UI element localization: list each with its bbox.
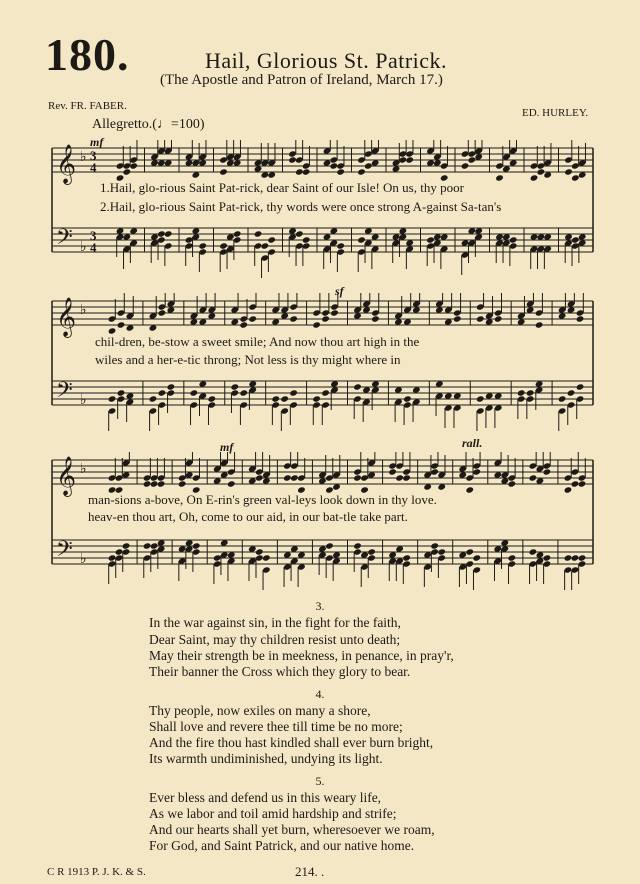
note-head (192, 542, 201, 549)
note-head (472, 554, 481, 561)
note-head (578, 480, 587, 487)
page-number: 214. . (295, 864, 325, 879)
stanza-number-3: 3. (315, 599, 325, 613)
note-head (157, 230, 166, 237)
note-head (472, 468, 481, 475)
note-head (158, 309, 167, 316)
note-head (271, 395, 280, 402)
note-head (465, 548, 474, 555)
note-head (227, 480, 236, 487)
note-head (289, 389, 298, 396)
note-head (254, 230, 263, 237)
note-head (508, 554, 517, 561)
note-head (143, 480, 152, 487)
time-signature-icon: 4 (90, 160, 97, 175)
dynamic-mf-2: mf (220, 440, 234, 454)
note-head (564, 486, 573, 493)
note-head (280, 395, 289, 402)
treble-clef-icon: 𝄞 (56, 144, 77, 184)
note-head (353, 474, 362, 481)
stanza-5-line: Ever bless and defend us in this weary life, (149, 790, 382, 805)
dynamic-rall: rall. (462, 436, 483, 450)
note-head (213, 554, 222, 561)
note-head (255, 548, 264, 555)
note-head (388, 468, 397, 475)
lyric-verse2-line2: wiles and a her-e-tic throng; Not less is thy might where in (95, 352, 401, 367)
note-head (461, 162, 470, 169)
time-signature-icon: 4 (90, 240, 97, 255)
note-head (576, 383, 585, 390)
stanza-5-line: And our hearts shall yet burn, wheresoever we roam, (149, 822, 435, 837)
note-head (129, 162, 138, 169)
note-head (371, 315, 380, 322)
stanza-4-line: Its warmth undiminished, undying its light. (149, 751, 383, 766)
note-head (353, 383, 362, 390)
note-head (255, 474, 264, 481)
note-head (239, 389, 248, 396)
note-head (517, 389, 526, 396)
dynamic-sf: sf (335, 284, 344, 298)
note-head (476, 395, 485, 402)
note-head (402, 474, 411, 481)
bass-clef-icon: 𝄢 (56, 225, 73, 255)
note-head (302, 168, 311, 175)
note-head (158, 389, 167, 396)
note-head (122, 542, 131, 549)
note-head (289, 315, 298, 322)
stanza-3-line: May their strength be in meekness, in penance, in pray'r, (149, 648, 454, 663)
note-head (239, 321, 248, 328)
note-head (261, 242, 270, 249)
time-signature-icon: 3 (90, 228, 97, 243)
stanza-5-line: As we labor and toil amid hardship and strife; (149, 806, 397, 821)
note-head (230, 383, 239, 390)
stanza-5-line: For God, and Saint Patrick, and our native home. (149, 838, 415, 853)
note-head (571, 554, 580, 561)
note-head (529, 548, 538, 555)
note-head (330, 162, 339, 169)
note-head (321, 389, 330, 396)
hymn-title: Hail, Glorious St. Patrick. (205, 48, 448, 73)
key-flat-icon: ♭ (80, 150, 87, 165)
note-head (336, 168, 345, 175)
note-head (403, 395, 412, 402)
note-head (108, 554, 117, 561)
treble-clef-icon: 𝄞 (56, 456, 77, 496)
treble-clef-icon: 𝄞 (56, 297, 77, 337)
lyric-verse1-line1: 1.Hail, glo-rious Saint Pat-rick, dear Saint of our Isle! On us, thy poor (100, 180, 464, 195)
note-head (537, 168, 546, 175)
note-head (336, 242, 345, 249)
note-head (476, 315, 485, 322)
note-head (530, 174, 539, 181)
note-head (219, 242, 228, 249)
note-head (437, 548, 446, 555)
stanza-4-line: And the fire thou hast kindled shall ever burn bright, (149, 735, 434, 750)
note-head (302, 236, 311, 243)
note-head (571, 480, 580, 487)
note-head (312, 395, 321, 402)
note-head (288, 156, 297, 163)
key-flat-icon: ♭ (80, 552, 87, 567)
lyric-verse1-line2: chil-dren, be-stow a sweet smile; And now thou art high in the (95, 334, 420, 349)
stanza-number-4: 4. (315, 687, 325, 701)
note-head (526, 389, 535, 396)
lyric-verse2-line1: 2.Hail, glo-rious Saint Pat-rick, thy words were once strong A-gainst Sa-tan's (100, 199, 502, 214)
note-head (402, 554, 411, 561)
note-head (150, 542, 159, 549)
note-head (543, 554, 552, 561)
stanza-4-line: Thy people, now exiles on many a shore, (149, 703, 371, 718)
author-credit: Rev. FR. FABER. (48, 100, 127, 112)
note-head (405, 156, 414, 163)
note-head (295, 168, 304, 175)
note-head (167, 383, 176, 390)
note-head (571, 236, 580, 243)
note-head (364, 162, 373, 169)
note-head (567, 389, 576, 396)
key-flat-icon: ♭ (80, 240, 87, 255)
note-head (509, 236, 518, 243)
note-head (283, 474, 292, 481)
note-head (185, 236, 194, 243)
note-head (465, 486, 474, 493)
stanza-3-line: In the war against sin, in the fight for the faith, (149, 615, 401, 630)
note-head (115, 548, 124, 555)
note-head (248, 315, 257, 322)
note-head (426, 236, 435, 243)
note-head (178, 480, 187, 487)
key-flat-icon: ♭ (80, 462, 87, 477)
composer-credit: ED. HURLEY. (522, 107, 589, 119)
note-head (262, 554, 271, 561)
note-head (453, 315, 462, 322)
note-head (290, 474, 299, 481)
note-head (123, 168, 132, 175)
time-signature-icon: 3 (90, 148, 97, 163)
hymn-subtitle: (The Apostle and Patron of Ireland, March 17.) (160, 72, 443, 88)
note-head (208, 395, 217, 402)
note-head (529, 474, 538, 481)
tempo-marking: Allegretto.(♩=100) (92, 117, 205, 132)
copyright-notice: C R 1913 P. J. K. & S. (47, 866, 146, 878)
note-head (295, 230, 304, 237)
note-head (190, 389, 199, 396)
note-head (357, 168, 366, 175)
note-head (508, 480, 517, 487)
note-head (312, 321, 321, 328)
note-head (321, 315, 330, 322)
note-head (543, 468, 552, 475)
note-head (164, 230, 173, 237)
note-head (564, 168, 573, 175)
bass-clef-icon: 𝄢 (56, 378, 73, 408)
note-head (558, 395, 567, 402)
note-head (399, 156, 408, 163)
stanza-4-line: Shall love and revere thee till time be no more; (149, 719, 403, 734)
note-head (325, 542, 334, 549)
note-head (564, 554, 573, 561)
note-head (150, 480, 159, 487)
key-flat-icon: ♭ (80, 393, 87, 408)
note-head (578, 554, 587, 561)
note-head (117, 389, 126, 396)
note-head (468, 156, 477, 163)
note-head (367, 548, 376, 555)
stanza-3-line: Their banner the Cross which they glory to bear. (149, 664, 411, 679)
note-head (330, 309, 339, 316)
stanza-3-line: Dear Saint, may thy children resist unto death; (149, 632, 401, 647)
note-head (219, 168, 228, 175)
note-head (576, 315, 585, 322)
note-head (353, 542, 362, 549)
key-flat-icon: ♭ (80, 303, 87, 318)
note-head (233, 230, 242, 237)
note-head (198, 242, 207, 249)
note-head (108, 395, 117, 402)
note-head (267, 236, 276, 243)
note-head (535, 321, 544, 328)
hymn-number: 180. (45, 29, 130, 80)
note-head (117, 321, 126, 328)
note-head (143, 542, 152, 549)
note-head (494, 315, 503, 322)
lyric-verse2-line3: heav-en thou art, Oh, come to our aid, in our bat-tle take part. (88, 509, 408, 524)
note-head (157, 480, 166, 487)
dynamic-mf-1: mf (90, 135, 104, 149)
note-head (149, 395, 158, 402)
lyric-verse1-line3: man-sions a-bove, On E-rin's green val-leys look down in thy love. (88, 492, 437, 507)
note-head (430, 468, 439, 475)
stanza-number-5: 5. (315, 774, 325, 788)
bass-clef-icon: 𝄢 (56, 537, 73, 567)
note-head (395, 474, 404, 481)
note-head (495, 174, 504, 181)
note-head (571, 174, 580, 181)
note-head (430, 542, 439, 549)
note-head (357, 236, 366, 243)
